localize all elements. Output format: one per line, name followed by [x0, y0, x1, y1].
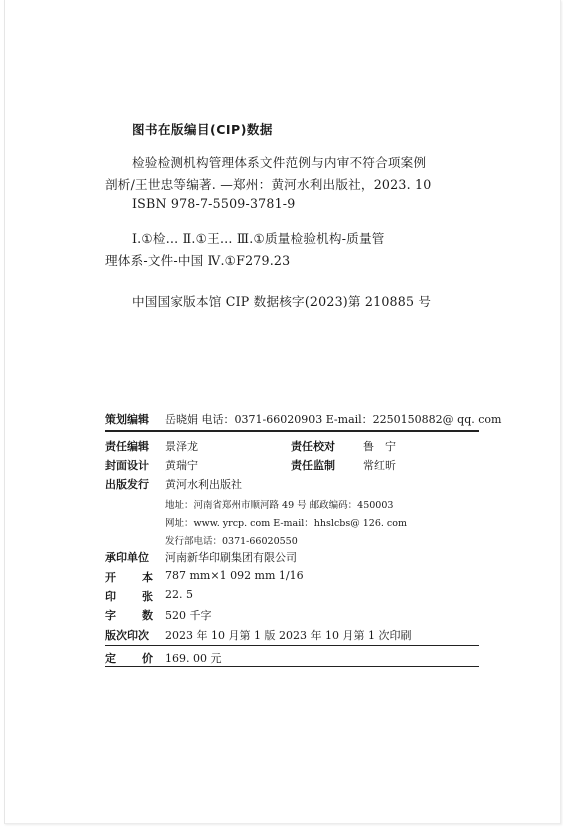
- format-label: 开 本: [105, 571, 153, 584]
- publisher-phone: 发行部电话：0371-66020550: [165, 536, 298, 547]
- publisher-address: 地址：河南省郑州市顺河路 49 号 邮政编码：450003: [165, 500, 394, 511]
- cover-design-value: 黄瑞宁: [165, 459, 198, 472]
- supervisor-label: 责任监制: [291, 459, 335, 472]
- sheets-label: 印 张: [105, 590, 153, 603]
- planning-editor-label: 策划编辑: [105, 413, 149, 426]
- divider-price-top: [105, 645, 479, 646]
- cip-book-title-line: 检验检测机构管理体系文件范例与内审不符合项案例: [132, 155, 427, 170]
- proofreader-label: 责任校对: [291, 440, 335, 453]
- cip-subject-line-cont: 理体系-文件-中国 Ⅳ.①F279.23: [105, 253, 291, 268]
- editor-value: 景泽龙: [165, 440, 198, 453]
- edition-value: 2023 年 10 月第 1 版 2023 年 10 月第 1 次印刷: [165, 629, 412, 642]
- publisher-value: 黄河水利出版社: [165, 478, 242, 491]
- cover-design-label: 封面设计: [105, 459, 149, 472]
- divider-top: [105, 430, 479, 432]
- editor-label: 责任编辑: [105, 440, 149, 453]
- supervisor-value: 常红昕: [363, 459, 396, 472]
- divider-price-bottom: [105, 666, 479, 667]
- printer-label: 承印单位: [105, 551, 149, 564]
- publisher-label: 出版发行: [105, 478, 149, 491]
- word-count-label: 字 数: [105, 609, 153, 622]
- proofreader-value: 鲁 宁: [363, 440, 396, 453]
- planning-editor-value: 岳晓娟 电话：0371-66020903 E-mail：2250150882@ qq. com: [165, 413, 502, 426]
- cip-verification-number: 中国国家版本馆 CIP 数据核字(2023)第 210885 号: [132, 294, 432, 309]
- cip-isbn-line: ISBN 978-7-5509-3781-9: [132, 196, 296, 211]
- cip-author-publisher-line: 剖析/王世忠等编著. —郑州：黄河水利出版社，2023. 10: [105, 177, 432, 192]
- cip-subject-line: Ⅰ.①检… Ⅱ.①王… Ⅲ.①质量检验机构-质量管: [132, 231, 385, 246]
- copyright-page: [4, 0, 561, 824]
- cip-title: 图书在版编目(CIP)数据: [132, 122, 273, 137]
- price-value: 169. 00 元: [165, 652, 222, 665]
- printer-value: 河南新华印刷集团有限公司: [165, 551, 297, 564]
- word-count-value: 520 千字: [165, 609, 212, 622]
- publisher-web: 网址：www. yrcp. com E-mail：hhslcbs@ 126. com: [165, 518, 407, 529]
- edition-label: 版次印次: [105, 629, 149, 642]
- price-label: 定 价: [105, 652, 153, 665]
- sheets-value: 22. 5: [165, 588, 193, 601]
- format-value: 787 mm×1 092 mm 1/16: [165, 569, 304, 582]
